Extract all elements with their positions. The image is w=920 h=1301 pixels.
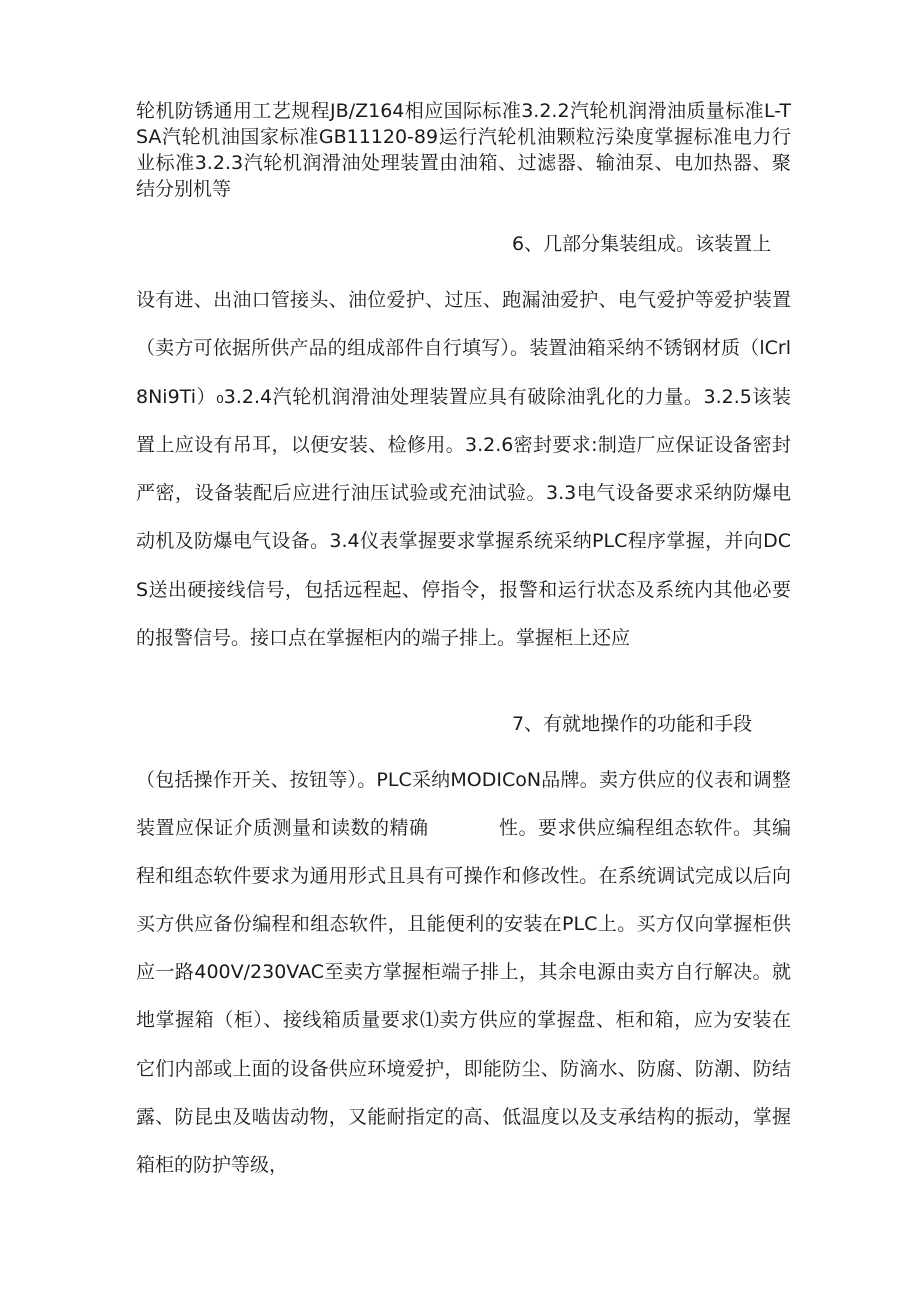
paragraph-plc-part-a: （包括操作开关、按钮等）。PLC采纳MODICoN品牌。卖方供应的仪表和调整装置应保证介质测量和读数的精确: [136, 769, 791, 840]
item-7-heading: 7、有就地操作的功能和手段: [512, 713, 753, 735]
paragraph-plc-requirements: [136, 756, 791, 1189]
paragraph-standards: 轮机防锈通用工艺规程JB/Z164相应国际标准3.2.2汽轮机润滑油质量标准L-TSA汽轮机油国家标准GB11120-89运行汽轮机油颗粒污染度掌握标准电力行业标准3.2.3汽轮机润滑油处理装置由油箱、过滤器、输油泵、电加热器、聚结分别机等: [136, 100, 791, 200]
paragraph-device-requirements: 设有进、出油口管接头、油位爱护、过压、跑漏油爱护、电气爱护等爱护装置（卖方可依据所供产品的组成部件自行填写）。装置油箱采纳不锈钢材质（lCrl8Ni9Ti）₀3.2.4汽轮机润滑油处理装置应具有破除油乳化的力量。3.2.5该装置上应设有吊耳，以便安装、检修用。3.2.6密封要求:制造厂应保证设备密封严密，设备装配后应进行油压试验或充油试验。3.3电气设备要求采纳防爆电动机及防爆电气设备。3.4仪表掌握要求掌握系统采纳PLC程序掌握，并向DCS送出硬接线信号，包括远程起、停指令，报警和运行状态及系统内其他必要的报警信号。接口点在掌握柜内的端子排上。掌握柜上还应: [136, 289, 791, 650]
item-6-heading: 6、几部分集装组成。该装置上: [512, 233, 772, 255]
paragraph-plc-part-b: 性。要求供应编程组态软件。其编程和组态软件要求为通用形式且具有可操作和修改性。在系统调试完成以后向买方供应备份编程和组态软件，且能便利的安装在PLC上。买方仅向掌握柜供应一路400V/230VAC至卖方掌握柜端子排上，其余电源由卖方自行解决。就地掌握箱（柜）、接线箱质量要求⑴卖方供应的掌握盘、柜和箱，应为安装在它们内部或上面的设备供应环境爱护，即能防尘、防滴水、防腐、防潮、防结露、防昆虫及啮齿动物，又能耐指定的高、低温度以及支承结构的振动，掌握箱柜的防护等级，: [136, 817, 791, 1176]
